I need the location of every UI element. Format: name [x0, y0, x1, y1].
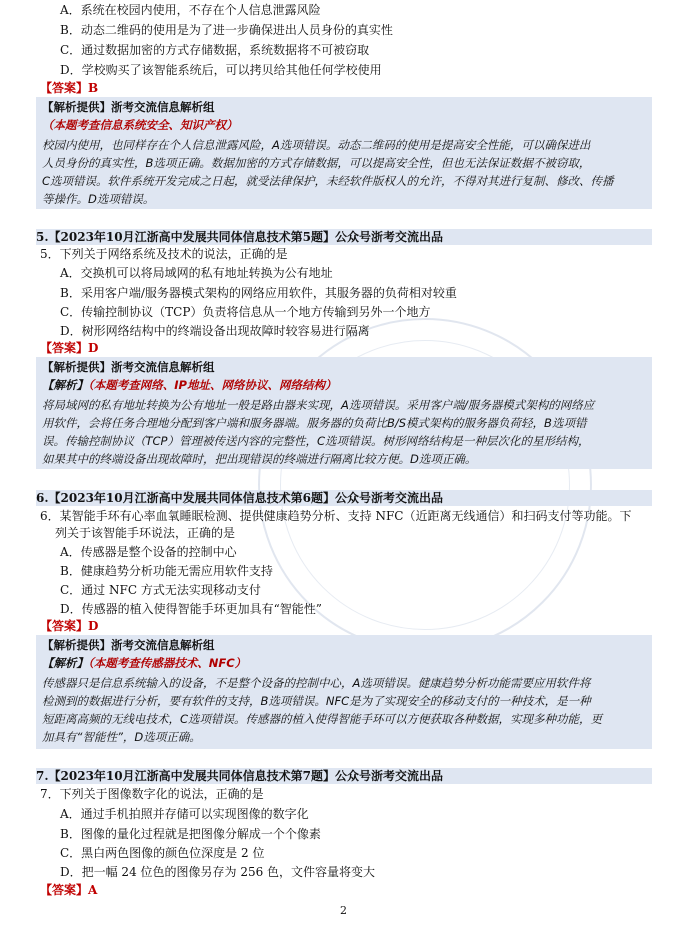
analysis-line: 等操作。D选项错误。: [42, 192, 155, 206]
answer-value: D: [88, 619, 99, 633]
answer-label: 【答案】: [40, 81, 89, 95]
analysis-line: C选项错误。软件系统开发完成之日起，就受法律保护，未经软件版权人的允许，不得对其进行复制、修改、传播: [42, 174, 614, 188]
q5-analysis-box: [36, 357, 652, 469]
q6-option-b: B．健康趋势分析功能无需应用软件支持: [60, 564, 273, 578]
q4-option-d: D．学校购买了该智能系统后，可以拷贝给其他任何学校使用: [60, 63, 382, 77]
q5-option-a: A．交换机可以将局域网的私有地址转换为公有地址: [60, 266, 333, 280]
q6-analysis-box: [36, 635, 652, 749]
knowledge-point: （本题考查传感器技术、NFC）: [88, 656, 247, 670]
q7-option-d: D．把一幅 24 位色的图像另存为 256 色，文件容量将变大: [60, 865, 376, 879]
q6-section-title: 6.【2023年10月江浙高中发展共同体信息技术第6题】公众号浙考交流出品: [36, 490, 652, 506]
knowledge-point-line: [42, 655, 246, 671]
q7-option-b: B．图像的量化过程就是把图像分解成一个个像素: [60, 827, 321, 841]
analysis-line: 校园内使用，也同样存在个人信息泄露风险，A选项错误。动态二维码的使用是提高安全性能，可以确保进出: [42, 138, 591, 152]
analysis-line: 短距离高频的无线电技术，C选项错误。传感器的植入使得智能手环可以方便获取各种数据，实现多种功能，更: [42, 712, 603, 726]
page-number: 2: [340, 904, 347, 917]
q6-answer: [40, 618, 98, 634]
knowledge-point: （本题考查网络、IP地址、网络协议、网络结构）: [88, 378, 337, 392]
analysis-provider: 【解析提供】浙考交流信息解析组: [42, 360, 215, 374]
q6-stem-line-1: 6．某智能手环有心率血氧睡眠检测、提供健康趋势分析、支持 NFC（近距离无线通信）和扫码支付等功能。下: [40, 509, 632, 523]
q6-stem-line-2: 列关于该智能手环说法，正确的是: [55, 526, 236, 540]
q5-answer: [40, 340, 98, 356]
analysis-line: 用软件，会将任务合理地分配到客户端和服务器端。服务器的负荷比B/S模式架构的服务器负荷轻，B选项错: [42, 416, 587, 430]
q5-stem: 5．下列关于网络系统及技术的说法，正确的是: [40, 247, 288, 261]
analysis-provider: 【解析提供】浙考交流信息解析组: [42, 100, 215, 114]
knowledge-point: （本题考查信息系统安全、知识产权）: [42, 118, 238, 132]
q7-stem: 7．下列关于图像数字化的说法，正确的是: [40, 787, 264, 801]
q4-answer: [40, 80, 98, 96]
answer-value: A: [88, 883, 98, 897]
q6-option-a: A．传感器是整个设备的控制中心: [60, 545, 237, 559]
answer-label: 【答案】: [40, 619, 89, 633]
analysis-line: 将局域网的私有地址转换为公有地址一般是路由器来实现，A选项错误。采用客户端/服务器模式架构的网络应: [42, 398, 595, 412]
q5-section-title: 5.【2023年10月江浙高中发展共同体信息技术第5题】公众号浙考交流出品: [36, 229, 652, 245]
q7-answer: [40, 882, 97, 898]
answer-label: 【答案】: [40, 883, 89, 897]
analysis-provider: 【解析提供】浙考交流信息解析组: [42, 638, 215, 652]
analysis-line: 误。传输控制协议（TCP）管理被传送内容的完整性，C选项错误。树形网络结构是一种层次化的星形结构，: [42, 434, 590, 448]
q5-option-b: B．采用客户端/服务器模式架构的网络应用软件，其服务器的负荷相对较重: [60, 286, 457, 300]
answer-label: 【答案】: [40, 341, 89, 355]
analysis-line: 检测到的数据进行分析，要有软件的支持，B选项错误。NFC是为了实现安全的移动支付的一种技术，是一种: [42, 694, 591, 708]
q4-option-b: B．动态二维码的使用是为了进一步确保进出人员身份的真实性: [60, 23, 393, 37]
q7-option-a: A．通过手机拍照并存储可以实现图像的数字化: [60, 807, 309, 821]
q7-option-c: C．黑白两色图像的颜色位深度是 2 位: [60, 846, 265, 860]
q4-option-a: A．系统在校园内使用，不存在个人信息泄露风险: [60, 3, 321, 17]
answer-value: B: [88, 81, 99, 95]
q6-option-d: D．传感器的植入使得智能手环更加具有“智能性”: [60, 602, 322, 616]
analysis-label: 【解析】: [42, 656, 88, 670]
analysis-line: 传感器只是信息系统输入的设备，不是整个设备的控制中心，A选项错误。健康趋势分析功能需要应用软件将: [42, 676, 591, 690]
q5-option-d: D．树形网络结构中的终端设备出现故障时较容易进行隔离: [60, 324, 370, 338]
analysis-line: 加具有“智能性”，D选项正确。: [42, 730, 201, 744]
analysis-label: 【解析】: [42, 378, 88, 392]
analysis-line: 人员身份的真实性，B选项正确。数据加密的方式存储数据，可以提高安全性，但也无法保证数据不被窃取，: [42, 156, 591, 170]
knowledge-point-line: [42, 377, 336, 393]
q6-option-c: C．通过 NFC 方式无法实现移动支付: [60, 583, 261, 597]
q7-section-title: 7.【2023年10月江浙高中发展共同体信息技术第7题】公众号浙考交流出品: [36, 768, 652, 784]
q5-option-c: C．传输控制协议（TCP）负责将信息从一个地方传输到另外一个地方: [60, 305, 431, 319]
q4-option-c: C．通过数据加密的方式存储数据，系统数据将不可被窃取: [60, 43, 370, 57]
analysis-line: 如果其中的终端设备出现故障时，把出现错误的终端进行隔离比较方便。D选项正确。: [42, 452, 477, 466]
q4-analysis-box: [36, 97, 652, 209]
answer-value: D: [88, 341, 99, 355]
